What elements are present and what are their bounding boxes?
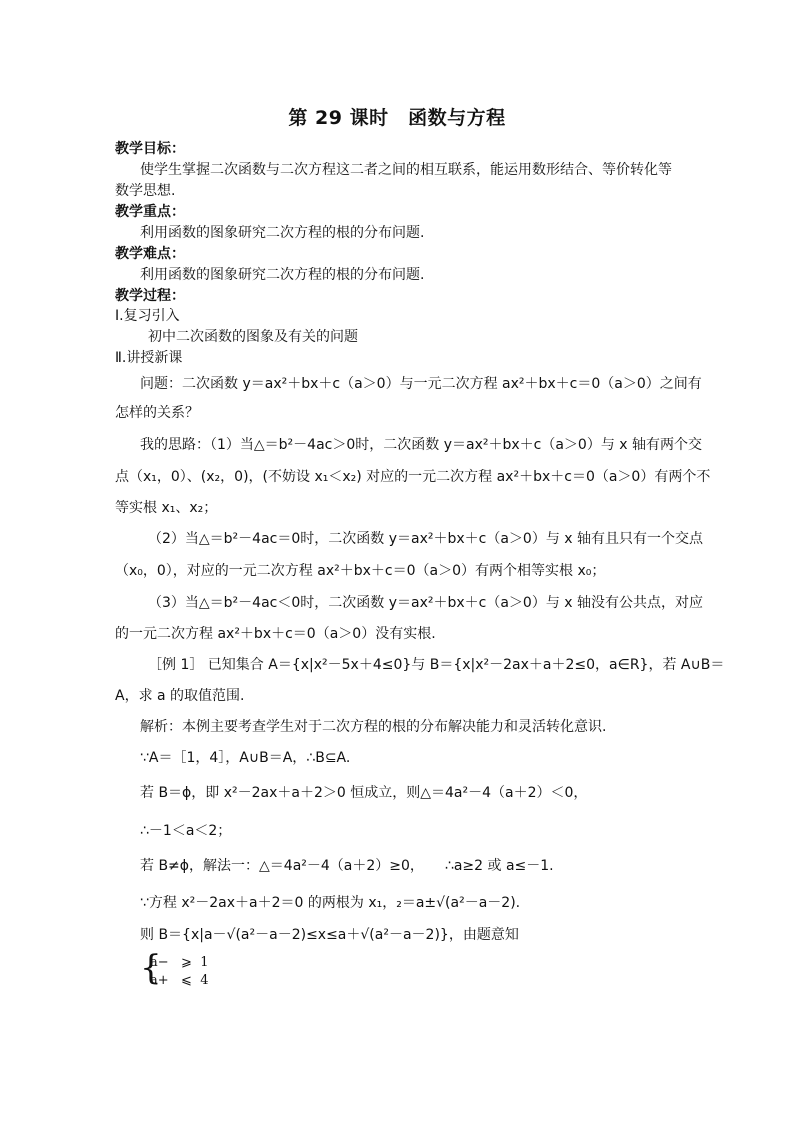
keypoint-heading: 教学重点： [115, 204, 185, 220]
section-new-lesson: Ⅱ.讲授新课 [115, 350, 183, 366]
inequality-system [140, 948, 220, 991]
example-line-cont: A，求 a 的取值范围. [115, 688, 245, 704]
solution-line: 若 B≠ϕ，解法一：△＝4a²－4（a＋2）≥0， ∴a≥2 或 a≤－1. [140, 858, 554, 874]
idea-line: （2）当△＝b²－4ac＝0时，二次函数 y＝ax²＋bx＋c（a＞0）与 x 轴有且只有一个交点 [148, 531, 704, 547]
example-line: ［例 1］ 已知集合 A＝{x|x²－5x＋4≤0}与 B＝{x|x²－2ax＋a＋2≤0，a∈R}，若 A∪B＝ [148, 657, 725, 673]
solution-line: ∵A＝［1，4］，A∪B＝A，∴B⊆A. [140, 750, 351, 766]
question-line: 问题：二次函数 y＝ax²＋bx＋c（a＞0）与一元二次方程 ax²＋bx＋c＝0（a＞0）之间有 [140, 376, 702, 392]
objective-text-cont: 数学思想. [115, 183, 176, 199]
inequality-row-2: a+ ⩽ 4 [150, 973, 209, 988]
idea-line: 的一元二次方程 ax²＋bx＋c＝0（a＞0）没有实根. [115, 626, 436, 642]
idea-line: （3）当△＝b²－4ac＜0时，二次函数 y＝ax²＋bx＋c（a＞0）与 x 轴没有公共点，对应 [148, 595, 704, 611]
question-line-cont: 怎样的关系？ [115, 405, 199, 421]
difficulty-text: 利用函数的图象研究二次方程的根的分布问题. [140, 267, 425, 283]
solution-line: 若 B＝ϕ，即 x²－2ax＋a＋2＞0 恒成立，则△＝4a²－4（a＋2）＜0， [140, 785, 588, 801]
idea-line: 点（x₁，0）、(x₂，0)，(不妨设 x₁＜x₂) 对应的一元二次方程 ax²＋bx＋c＝0（a＞0）有两个不 [115, 469, 711, 485]
page-title: 第 29 课时 函数与方程 [288, 107, 506, 129]
analysis-line: 解析：本例主要考查学生对于二次方程的根的分布解决能力和灵活转化意识. [140, 719, 607, 735]
section-review: Ⅰ.复习引入 [115, 308, 180, 324]
section-review-text: 初中二次函数的图象及有关的问题 [148, 329, 358, 345]
brace-symbol: { [140, 948, 162, 988]
solution-line: ∴－1＜a＜2； [140, 823, 232, 839]
solution-line: ∵方程 x²－2ax＋a＋2＝0 的两根为 x₁，₂＝a±√(a²－a－2). [140, 895, 521, 911]
process-heading: 教学过程： [115, 288, 185, 304]
difficulty-heading: 教学难点： [115, 246, 185, 262]
idea-line: 我的思路：（1）当△＝b²－4ac＞0时，二次函数 y＝ax²＋bx＋c（a＞0）与 x 轴有两个交 [140, 437, 703, 453]
solution-line: 则 B＝{x|a－√(a²－a－2)≤x≤a＋√(a²－a－2)}，由题意知 [140, 927, 519, 943]
objective-text: 使学生掌握二次函数与二次方程这二者之间的相互联系，能运用数形结合、等价转化等 [140, 162, 672, 178]
keypoint-text: 利用函数的图象研究二次方程的根的分布问题. [140, 225, 425, 241]
inequality-row-1: a− ⩾ 1 [150, 955, 209, 970]
idea-line: （x₀，0），对应的一元二次方程 ax²＋bx＋c＝0（a＞0）有两个相等实根 x₀； [115, 563, 606, 579]
objective-heading: 教学目标： [115, 141, 185, 157]
idea-line: 等实根 x₁、x₂； [115, 500, 218, 516]
